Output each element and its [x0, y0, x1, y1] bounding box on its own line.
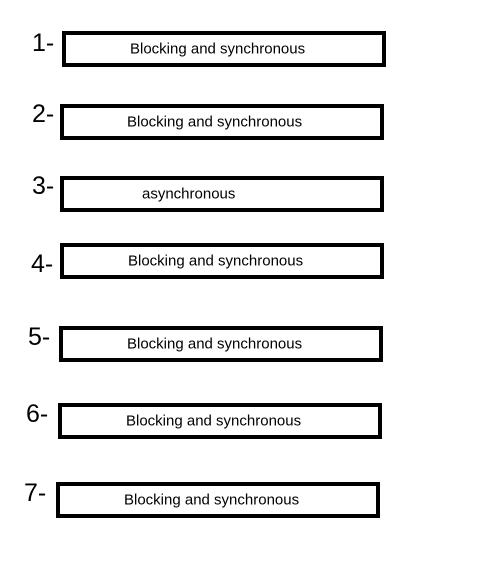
row-number: 6-	[26, 400, 49, 428]
answer-box	[59, 326, 383, 362]
row-number: 2-	[32, 100, 55, 128]
answer-box	[60, 243, 384, 279]
row-number: 4-	[31, 250, 54, 278]
answer-box	[58, 403, 382, 439]
answer-label: Blocking and synchronous	[127, 113, 303, 131]
answer-box	[60, 104, 384, 140]
answer-box	[60, 176, 384, 212]
answer-label: asynchronous	[142, 185, 236, 203]
answer-label: Blocking and synchronous	[124, 491, 300, 509]
row-number: 7-	[24, 479, 47, 507]
answer-label: Blocking and synchronous	[128, 252, 304, 270]
row-number: 5-	[28, 323, 51, 351]
answer-label: Blocking and synchronous	[127, 335, 303, 353]
answer-label: Blocking and synchronous	[130, 40, 306, 58]
answer-label: Blocking and synchronous	[126, 412, 302, 430]
answer-box	[56, 482, 380, 518]
row-number: 3-	[32, 172, 55, 200]
answer-box	[62, 31, 386, 67]
row-number: 1-	[32, 29, 55, 57]
